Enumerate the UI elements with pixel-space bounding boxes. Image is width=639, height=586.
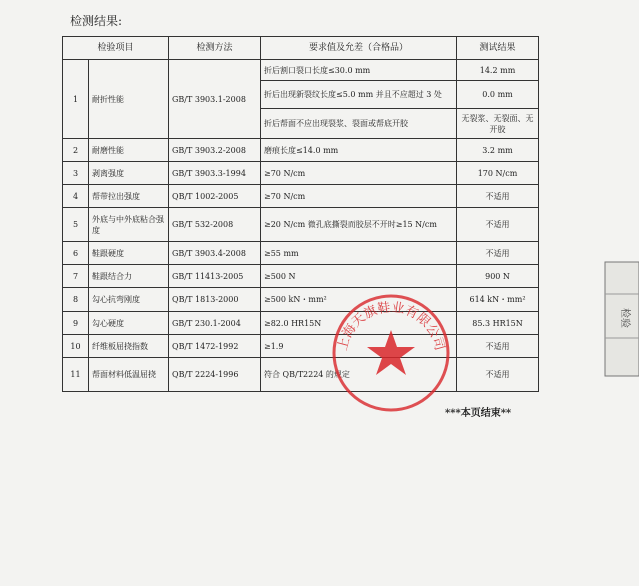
row-result: 0.0 mm [457, 81, 539, 109]
row-method: GB/T 3903.4-2008 [169, 242, 261, 265]
row-method: QB/T 1813-2000 [169, 288, 261, 312]
company-seal-stamp [330, 292, 452, 414]
row-item: 帮带拉出强度 [89, 185, 169, 208]
row-result: 不适用 [457, 242, 539, 265]
table-row [63, 139, 539, 162]
row-method: GB/T 3903.2-2008 [169, 139, 261, 162]
table-header-row [63, 37, 539, 60]
table-row [63, 242, 539, 265]
table-row [63, 288, 539, 312]
table-row [63, 312, 539, 335]
row-result: 不适用 [457, 185, 539, 208]
table-row [63, 185, 539, 208]
table-row [63, 335, 539, 358]
column-header: 检验项目 [63, 37, 169, 60]
column-header: 测试结果 [457, 37, 539, 60]
results-table [62, 36, 539, 392]
row-number: 8 [63, 288, 89, 312]
row-requirement: 折后出现新裂纹长度≤5.0 mm 并且不应超过 3 处 [261, 81, 457, 109]
table-row [63, 265, 539, 288]
row-item: 剥离强度 [89, 162, 169, 185]
row-item: 勾心硬度 [89, 312, 169, 335]
row-result: 不适用 [457, 335, 539, 358]
row-result: 3.2 mm [457, 139, 539, 162]
row-requirement: 折后割口裂口长度≤30.0 mm [261, 60, 457, 81]
row-result: 900 N [457, 265, 539, 288]
row-item: 鞋跟硬度 [89, 242, 169, 265]
row-item: 鞋跟结合力 [89, 265, 169, 288]
row-requirement: ≥500 kN・mm² [261, 288, 457, 312]
row-method: GB/T 11413-2005 [169, 265, 261, 288]
row-result: 不适用 [457, 358, 539, 392]
row-result: 不适用 [457, 208, 539, 242]
svg-text:检验: 检验 [619, 308, 630, 328]
table-row [63, 162, 539, 185]
row-requirement: ≥70 N/cm [261, 162, 457, 185]
row-item: 外底与中外底粘合强度 [89, 208, 169, 242]
row-requirement: 折后帮面不应出现裂浆、裂面或帮底开胶 [261, 109, 457, 139]
row-method: GB/T 532-2008 [169, 208, 261, 242]
row-method: GB/T 3903.1-2008 [169, 60, 261, 139]
row-number: 7 [63, 265, 89, 288]
row-number: 4 [63, 185, 89, 208]
row-item: 纤维板屈挠指数 [89, 335, 169, 358]
row-result: 无裂浆、无裂面、无开胶 [457, 109, 539, 139]
row-item: 耐磨性能 [89, 139, 169, 162]
star-icon [367, 330, 415, 375]
table-row [63, 358, 539, 392]
row-requirement: 符合 QB/T2224 的规定 [261, 358, 457, 392]
side-seal-fragment [599, 258, 639, 380]
row-requirement: ≥500 N [261, 265, 457, 288]
column-header: 要求值及允差（合格品） [261, 37, 457, 60]
row-item: 勾心抗弯刚度 [89, 288, 169, 312]
row-number: 6 [63, 242, 89, 265]
row-requirement: ≥20 N/cm 微孔底撕裂而胶层不开时≥15 N/cm [261, 208, 457, 242]
row-result: 85.3 HR15N [457, 312, 539, 335]
row-method: QB/T 1472-1992 [169, 335, 261, 358]
row-requirement: ≥55 mm [261, 242, 457, 265]
svg-text:上海天旗鞋业有限公司: 上海天旗鞋业有限公司 [335, 300, 447, 353]
page-end-note: ***本页结束** [445, 408, 512, 419]
row-method: GB/T 230.1-2004 [169, 312, 261, 335]
row-number: 1 [63, 60, 89, 139]
table-row [63, 60, 539, 81]
row-requirement: 磨痕长度≤14.0 mm [261, 139, 457, 162]
row-method: QB/T 2224-1996 [169, 358, 261, 392]
row-requirement: ≥1.9 [261, 335, 457, 358]
row-number: 3 [63, 162, 89, 185]
row-method: GB/T 3903.3-1994 [169, 162, 261, 185]
row-number: 2 [63, 139, 89, 162]
row-number: 9 [63, 312, 89, 335]
row-result: 170 N/cm [457, 162, 539, 185]
row-number: 11 [63, 358, 89, 392]
row-item: 帮面材料低温屈挠 [89, 358, 169, 392]
section-title: 检测结果: [70, 14, 123, 28]
row-method: QB/T 1002-2005 [169, 185, 261, 208]
table-row [63, 208, 539, 242]
row-number: 5 [63, 208, 89, 242]
row-requirement: ≥82.0 HR15N [261, 312, 457, 335]
row-number: 10 [63, 335, 89, 358]
column-header: 检测方法 [169, 37, 261, 60]
row-result: 14.2 mm [457, 60, 539, 81]
row-item: 耐折性能 [89, 60, 169, 139]
row-requirement: ≥70 N/cm [261, 185, 457, 208]
row-result: 614 kN・mm² [457, 288, 539, 312]
